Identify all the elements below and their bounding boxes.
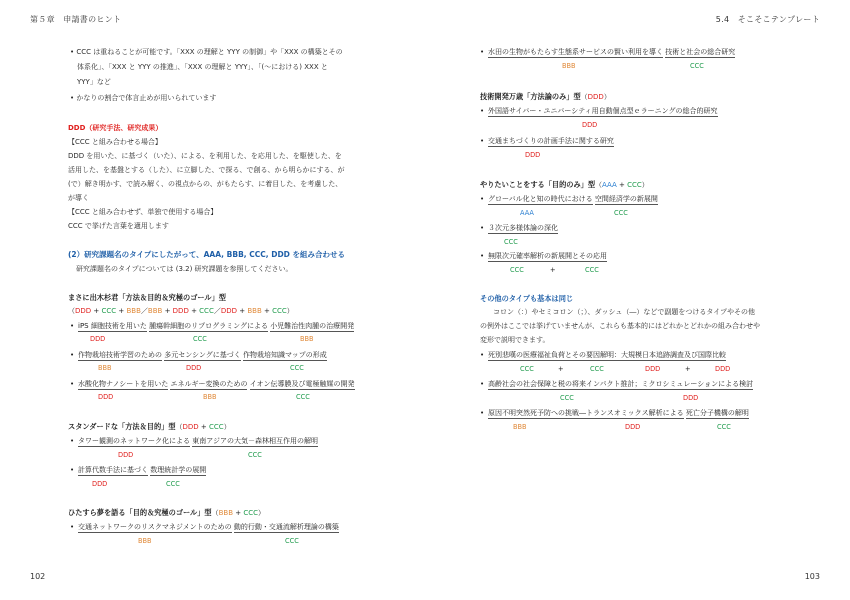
- example-tags: [425, 151, 825, 160]
- formula-token: DDD: [220, 307, 238, 315]
- formula-token: CCC: [209, 423, 224, 431]
- formula-token: ）: [258, 509, 266, 517]
- formula-token: （: [595, 181, 603, 189]
- page-number: 103: [804, 572, 820, 581]
- example-tags: [425, 62, 825, 71]
- formula-token: +: [188, 307, 200, 315]
- tag-label: CCC: [504, 238, 518, 246]
- tag-label: DDD: [645, 365, 661, 373]
- example-tags: [0, 364, 400, 373]
- example-title: • タワー観測のネットワーク化による 東南アジアの大気－森林相互作用の解明: [70, 437, 318, 445]
- formula-token: （: [175, 423, 183, 431]
- formula-token: CCC: [101, 307, 117, 315]
- formula-token: +: [116, 307, 127, 315]
- tag-label: DDD: [186, 364, 202, 372]
- formula-token: +: [162, 307, 173, 315]
- tag-label: DDD: [92, 480, 108, 488]
- paragraph-line: の例外はここでは挙げていませんが、これらも基本的にはどれかとどれかの組み合わせや: [480, 322, 760, 330]
- paragraph-line: 変形で説明できます。: [480, 336, 550, 344]
- section-text: 研究課題名のタイプについては (3.2) 研究課題を参照してください。: [76, 265, 293, 273]
- tag-label: BBB: [203, 393, 217, 401]
- type-formula: [595, 181, 649, 189]
- tag-label: BBB: [98, 364, 112, 372]
- tag-label: +: [685, 365, 691, 373]
- tag-label: CCC: [248, 451, 262, 459]
- page-number: 102: [30, 572, 46, 581]
- formula-token: BBB: [147, 307, 163, 315]
- type-formula: [68, 307, 294, 316]
- type-title: ひたすら夢を語る「目的＆究極のゴール」型（BBB + CCC）: [68, 508, 266, 517]
- tag-label: +: [558, 365, 564, 373]
- example-title: • グローバル化と知の時代における 空間経済学の新展開: [480, 195, 658, 203]
- bullet-line: • かなりの割合で体言止めが用いられています: [70, 94, 217, 102]
- tag-label: CCC: [560, 394, 574, 402]
- bullet-line: • CCC は重ねることが可能です。「XXX の理解と YYY の制御」や「XXX の構築とその: [70, 48, 343, 56]
- tag-label: CCC: [520, 365, 534, 373]
- section-heading: (2）研究課題名のタイプにしたがって、AAA, BBB, CCC, DDD を組み合わせる: [68, 250, 346, 259]
- ddd-line: 【CCC と組み合わせず、単独で使用する場合】: [68, 208, 218, 216]
- ddd-line: DDD を用いた、に基づく（いた）、による、を利用した、を応用した、を駆使した、を: [68, 152, 342, 160]
- example-title: • 交通ネットワークのリスクマネジメントのための 動的行動・交通流解析理論の構築: [70, 523, 339, 531]
- tag-label: BBB: [138, 537, 152, 545]
- example-tags: [425, 365, 825, 374]
- formula-token: ）: [223, 423, 231, 431]
- formula-token: ）: [603, 93, 611, 101]
- formula-token: ）: [286, 307, 294, 315]
- example-tags: [0, 451, 400, 460]
- ddd-line: 【CCC と組み合わせる場合】: [68, 138, 162, 146]
- ddd-line: が導く: [68, 194, 89, 202]
- example-title: • 高齢社会の社会保障と税の将来インパクト推計；ミクロシミュレーションによる検討: [480, 380, 754, 388]
- formula-token: DDD: [182, 423, 199, 431]
- example-tags: [0, 335, 400, 344]
- tag-label: +: [550, 266, 556, 274]
- formula-token: （: [211, 509, 219, 517]
- example-title: • 作物栽培技術学習のための 多元センシングに基づく 作物栽培知識マップの形成: [70, 351, 327, 359]
- running-header: 5.4 そこそこテンプレート: [715, 15, 820, 24]
- tag-label: AAA: [520, 209, 534, 217]
- example-tags: [425, 394, 825, 403]
- type-title: スタンダードな「方法＆目的」型（DDD + CCC）: [68, 422, 231, 431]
- ddd-line: 活用した、を基盤とする（した）、に立脚した、で探る、で創る、から明らかにする、が: [68, 166, 345, 174]
- bullet-line: 体系化」、「XXX と YYY の推進」、「XXX の理解と YYY」、「(～における) XXX と: [77, 63, 328, 71]
- type-title: やりたいことをする「目的のみ」型（AAA + CCC）: [480, 180, 649, 189]
- tag-label: CCC: [590, 365, 604, 373]
- tag-label: DDD: [683, 394, 699, 402]
- tag-label: BBB: [513, 423, 527, 431]
- example-tags: [425, 209, 825, 218]
- example-title: • ３次元多様体論の深化: [480, 224, 558, 232]
- example-tags: [425, 266, 825, 275]
- example-tags: [0, 393, 400, 402]
- tag-label: CCC: [166, 480, 180, 488]
- tag-label: DDD: [90, 335, 106, 343]
- formula-token: +: [233, 509, 244, 517]
- ddd-heading: DDD（研究手法、研究成果）: [68, 124, 163, 132]
- formula-token: CCC: [199, 307, 214, 315]
- tag-label: CCC: [510, 266, 524, 274]
- example-tags: [0, 480, 400, 489]
- example-tags: [425, 121, 825, 130]
- formula-token: BBB: [126, 307, 141, 315]
- example-title: • 原因不明突然死予防への挑戦―トランスオミックス解析による 死亡分子機構の解明: [480, 409, 749, 417]
- tag-label: CCC: [296, 393, 310, 401]
- tag-label: BBB: [300, 335, 314, 343]
- example-title: • iPS 細胞技術を用いた 腫瘍幹細胞のリプログラミングによる 小児難治性肉腫の治療開発: [70, 322, 355, 330]
- type-title: 技術開発万歳「方法論のみ」型（DDD）: [480, 92, 611, 101]
- formula-token: DDD: [172, 307, 189, 315]
- formula-token: AAA: [602, 181, 617, 189]
- tag-label: DDD: [715, 365, 731, 373]
- formula-token: +: [91, 307, 102, 315]
- formula-token: BBB: [247, 307, 262, 315]
- type-formula: [581, 93, 611, 101]
- tag-label: CCC: [290, 364, 304, 372]
- formula-token: （: [580, 93, 588, 101]
- formula-token: ／: [213, 307, 221, 315]
- tag-label: DDD: [625, 423, 641, 431]
- tag-label: CCC: [285, 537, 299, 545]
- tag-label: CCC: [690, 62, 704, 70]
- formula-token: +: [237, 307, 248, 315]
- formula-token: DDD: [587, 93, 604, 101]
- formula-token: BBB: [218, 509, 234, 517]
- tag-label: DDD: [525, 151, 541, 159]
- example-title: • 死別悲嘆の医療福祉負荷とその要因解明：大規模日本追跡調査及び国際比較: [480, 351, 726, 359]
- formula-token: （: [68, 307, 75, 315]
- example-tags: [0, 537, 400, 546]
- example-title: • 計算代数手法に基づく 数理統計学の展開: [70, 466, 207, 474]
- tag-label: DDD: [582, 121, 598, 129]
- tag-label: DDD: [98, 393, 114, 401]
- formula-token: ／: [140, 307, 148, 315]
- example-title: • 水酸化物ナノシートを用いた エネルギー変換のための イオン伝導膜及び電極触媒の開発: [70, 380, 355, 388]
- tag-label: DDD: [118, 451, 134, 459]
- running-header: 第５章 申請書のヒント: [30, 15, 122, 24]
- ddd-line: CCC で挙げた言葉を適用します: [68, 222, 169, 230]
- example-title: • 水田の生物がもたらす生態系サービスの賢い利用を導く 技術と社会の総合研究: [480, 48, 736, 56]
- example-title: • 外国語サイバー・ユニバーシティ用自動個点型ｅラーニングの総合的研究: [480, 107, 718, 115]
- right-page: [425, 0, 850, 600]
- type-formula: [176, 423, 231, 431]
- tag-label: BBB: [562, 62, 576, 70]
- ddd-line: (で）解き明かす、で読み解く、の視点からの、がもたらす、に着目した、を考慮した、: [68, 180, 343, 188]
- formula-token: +: [198, 423, 210, 431]
- tag-label: CCC: [585, 266, 599, 274]
- tag-label: CCC: [614, 209, 628, 217]
- formula-token: +: [261, 307, 273, 315]
- example-tags: [425, 423, 825, 432]
- tag-label: CCC: [717, 423, 731, 431]
- type-formula: [212, 509, 265, 517]
- example-title: • 交通まちづくりの計画手法に関する研究: [480, 137, 614, 145]
- tag-label: CCC: [193, 335, 207, 343]
- paragraph-line: コロン（：）やセミコロン（；）、ダッシュ（―）などで副題をつけるタイプやその他: [493, 308, 756, 316]
- formula-token: +: [616, 181, 628, 189]
- formula-token: DDD: [75, 307, 92, 315]
- bullet-line: YYY」など: [77, 78, 111, 86]
- type-title: まさに出木杉君「方法＆目的＆究極のゴール」型: [68, 293, 226, 302]
- formula-token: ）: [641, 181, 649, 189]
- formula-token: CCC: [272, 307, 287, 315]
- example-title: • 無限次元確率解析の新展開とその応用: [480, 252, 607, 260]
- example-tags: [425, 238, 825, 247]
- formula-token: CCC: [243, 509, 259, 517]
- formula-token: CCC: [627, 181, 642, 189]
- section-heading: その他のタイプも基本は同じ: [480, 294, 574, 303]
